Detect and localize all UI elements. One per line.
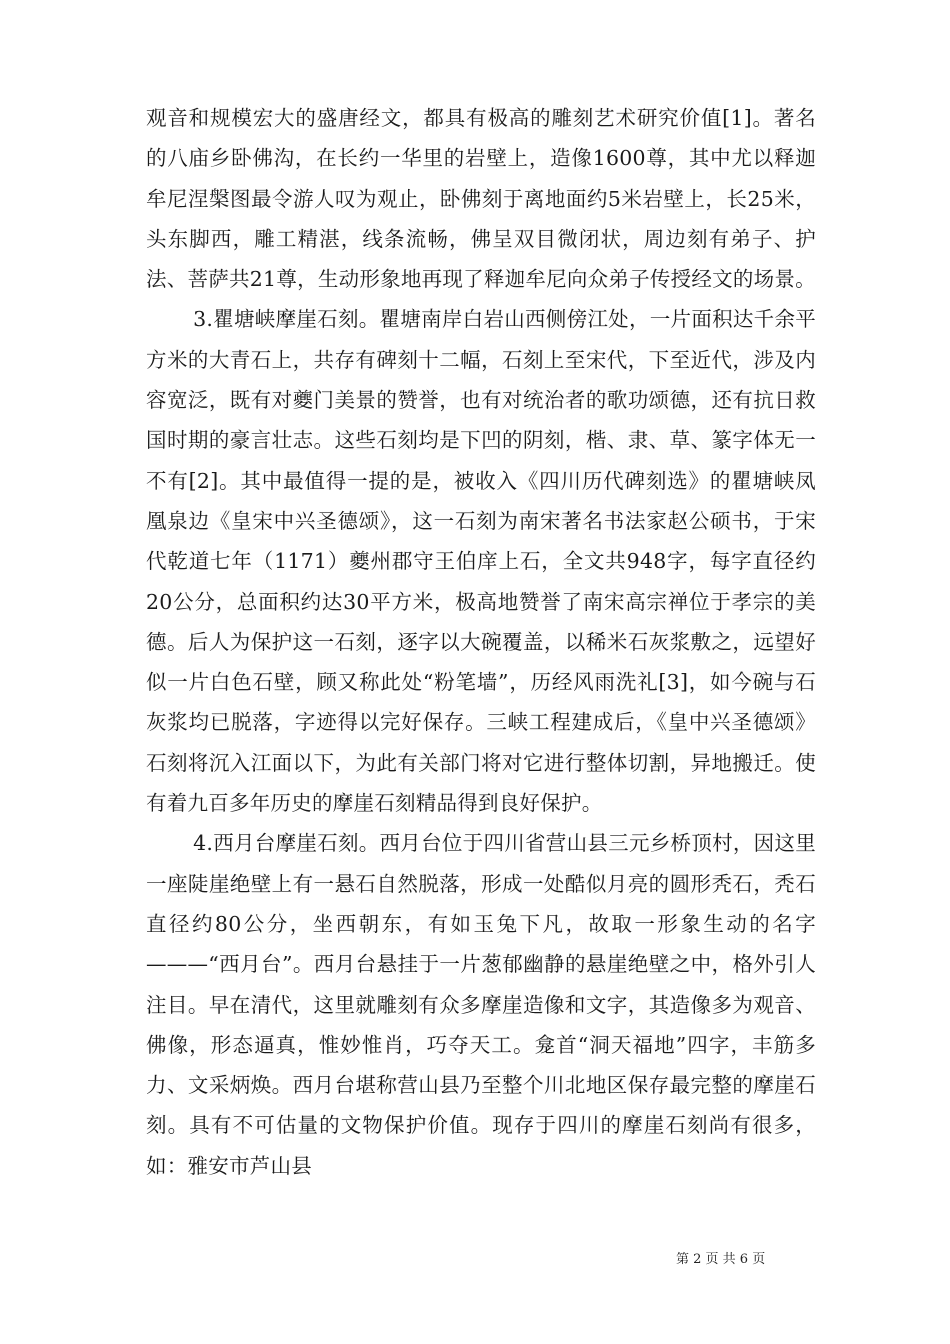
paragraph-qutang-gorge: 3.瞿塘峡摩崖石刻。瞿塘南岸白岩山西侧傍江处，一片面积达千余平方米的大青石上，共存有碑刻十二幅，石刻上至宋代，下至近代，涉及内容宽泛，既有对夔门美景的赞誉，也有对统治者的歌功颂德，还有抗日救国时期的豪言壮志。这些石刻均是下凹的阴刻，楷、隶、草、篆字体无一不有[2]。其中最值得一提的是，被收入《四川历代碑刻选》的瞿塘峡凤凰泉边《皇宋中兴圣德颂》，这一石刻为南宋著名书法家赵公硕书，于宋代乾道七年（1171）夔州郡守王伯庠上石，全文共948字，每字直径约20公分，总面积约达30平方米，极高地赞誉了南宋高宗禅位于孝宗的美德。后人为保护这一石刻，逐字以大碗覆盖，以稀米石灰浆敷之，远望好似一片白色石壁，顾又称此处“粉笔墙”，历经风雨洗礼[3]，如今碗与石灰浆均已脱落，字迹得以完好保存。三峡工程建成后，《皇中兴圣德颂》石刻将沉入江面以下，为此有关部门将对它进行整体切割，异地搬迁。使有着九百多年历史的摩崖石刻精品得到良好保护。 <box>146 307 816 816</box>
body-text <box>146 98 816 1186</box>
paragraph-xiyuetai: 4.西月台摩崖石刻。西月台位于四川省营山县三元乡桥顶村，因这里一座陡崖绝壁上有一悬石自然脱落，形成一处酷似月亮的圆形秃石，秃石直径约80公分，坐西朝东，有如玉兔下凡，故取一形象生动的名字———“西月台”。西月台悬挂于一片葱郁幽静的悬崖绝壁之中，格外引人注目。早在清代，这里就雕刻有众多摩崖造像和文字，其造像多为观音、佛像，形态逼真，惟妙惟肖，巧夺天工。龛首“洞天福地”四字，丰筋多力、文采炳焕。西月台堪称营山县乃至整个川北地区保存最完整的摩崖石刻。具有不可估量的文物保护价值。现存于四川的摩崖石刻尚有很多，如：雅安市芦山县 <box>146 831 816 1178</box>
page-number-footer: 第 2 页 共 6 页 <box>676 1252 766 1267</box>
paragraph-continuation: 观音和规模宏大的盛唐经文，都具有极高的雕刻艺术研究价值[1]。著名的八庙乡卧佛沟，在长约一华里的岩壁上，造像1600尊，其中尤以释迦牟尼涅槃图最令游人叹为观止，卧佛刻于离地面约5米岩壁上，长25米，头东脚西，雕工精湛，线条流畅，佛呈双目微闭状，周边刻有弟子、护法、菩萨共21尊，生动形象地再现了释迦牟尼向众弟子传授经文的场景。 <box>146 106 816 292</box>
